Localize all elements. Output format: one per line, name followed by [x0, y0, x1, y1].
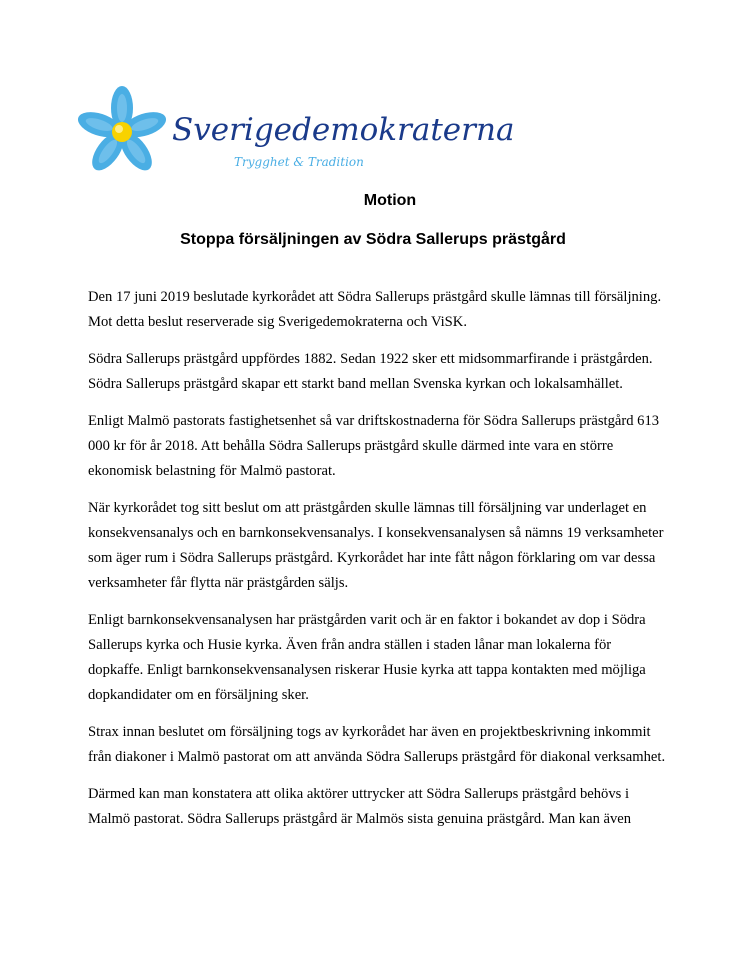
party-name: Sverigedemokraterna	[172, 112, 515, 148]
party-slogan: Trygghet & Tradition	[234, 155, 364, 169]
paragraph: Därmed kan man konstatera att olika aktörer uttrycker att Södra Sallerups prästgård behövs i Malmö pastorat. Södra Sallerups prästgård är Malmös sista genuina prästgård. Man kan även	[88, 786, 632, 827]
paragraph: Strax innan beslutet om försäljning togs av kyrkorådet har även en projektbeskrivning inkommit från diakoner i Malmö pastorat om att använda Södra Sallerups prästgård för diakonal verksamhet.	[88, 724, 666, 765]
party-logo	[84, 82, 515, 182]
paragraph: Enligt Malmö pastorats fastighetsenhet så var driftskostnaderna för Södra Sallerups prästgård 613 000 kr för år 2018. Att behålla Södra Sallerups prästgård skulle därmed inte vara en större ekonomisk belastning för Malmö pastorat.	[88, 413, 660, 479]
paragraph: När kyrkorådet tog sitt beslut om att prästgården skulle lämnas till försäljning var underlaget en konsekvensanalys och en barnkonsekvensanalys. I konsekvensanalysen så nämns 19 verksamheter som äger rum i Södra Sallerups prästgård. Kyrkorådet har inte fått någon förklaring om var dessa verksamheter får flytta när prästgården säljs.	[88, 500, 664, 591]
flower-icon	[75, 86, 169, 176]
paragraph: Enligt barnkonsekvensanalysen har prästgården varit och är en faktor i bokandet av dop i Södra Sallerups kyrka och Husie kyrka. Även från andra ställen i staden lånar man lokalerna för dopkaffe. Enligt barnkonsekvensanalysen riskerar Husie kyrka att tappa kontakten med möjliga dopkandidater om en försäljning sker.	[88, 612, 646, 703]
document-title: Stoppa försäljningen av Södra Sallerups prästgård	[180, 231, 566, 248]
document-type-label: Motion	[363, 192, 417, 209]
paragraph: Den 17 juni 2019 beslutade kyrkorådet att Södra Sallerups prästgård skulle lämnas till försäljning. Mot detta beslut reserverade sig Sverigedemokraterna och ViSK.	[88, 289, 662, 330]
document-body	[88, 285, 668, 844]
paragraph: Södra Sallerups prästgård uppfördes 1882. Sedan 1922 sker ett midsommarfirande i prästgården. Södra Sallerups prästgård skapar ett starkt band mellan Svenska kyrkan och lokalsamhället.	[88, 351, 653, 392]
